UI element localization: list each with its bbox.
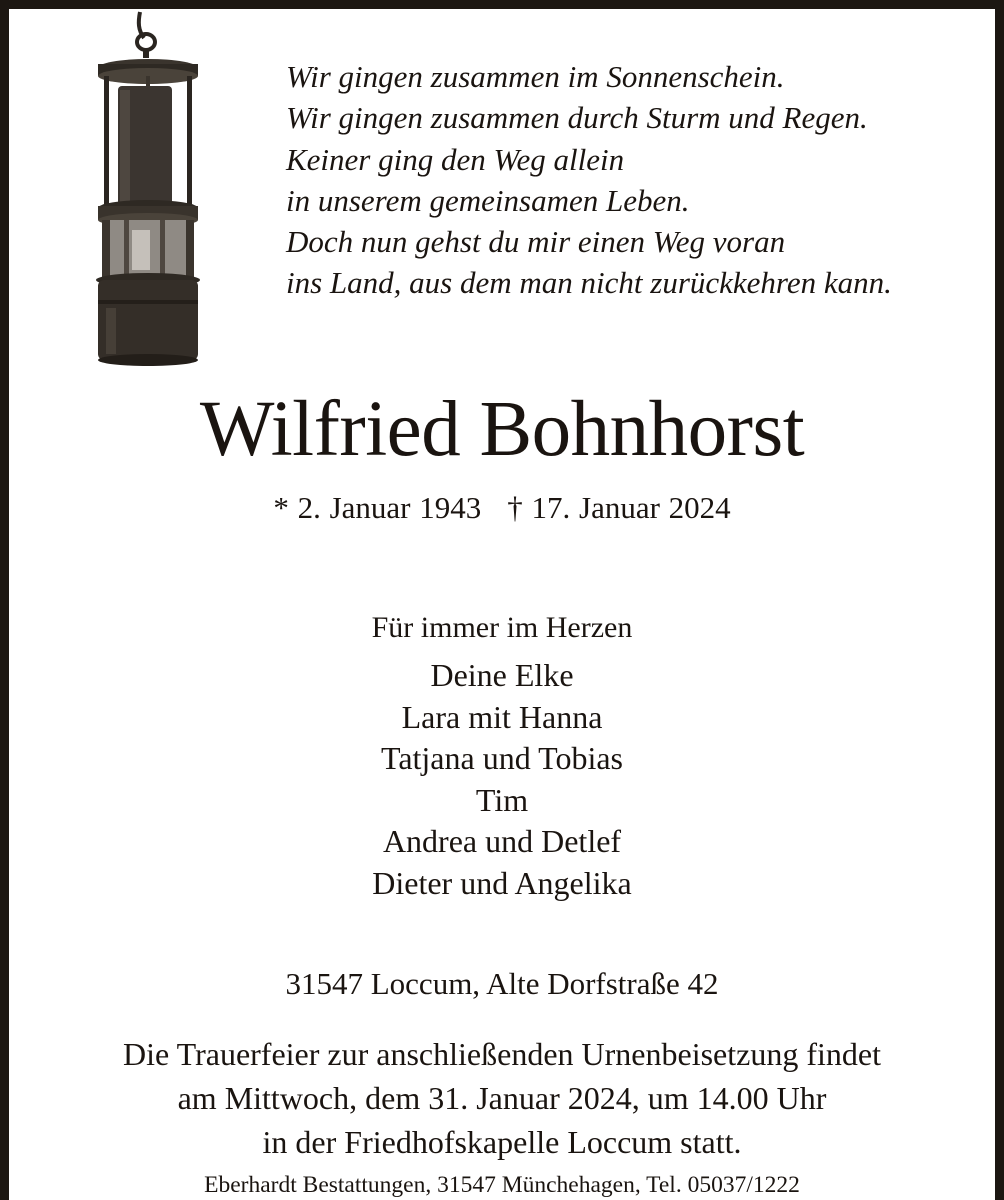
ceremony-line: in der Friedhofskapelle Loccum statt.: [262, 1124, 742, 1160]
mourner-entry: Tatjana und Tobias: [381, 740, 623, 776]
mourners-list: [0, 655, 1004, 904]
family-address: 31547 Loccum, Alte Dorfstraße 42: [285, 966, 719, 1001]
ceremony-notice: [0, 1032, 1004, 1164]
memorial-poem: [286, 56, 976, 304]
tribute-line: Für immer im Herzen: [371, 611, 633, 644]
mourner-entry: Dieter und Angelika: [372, 864, 632, 901]
deceased-name: Wilfried Bohnhorst: [199, 386, 805, 473]
poem-line: Doch nun gehst du mir einen Weg voran: [286, 224, 786, 260]
poem-line: Keiner ging den Weg allein: [286, 141, 625, 177]
mourner-entry: Deine Elke: [430, 657, 574, 693]
mourner-entry: Andrea und Detlef: [382, 823, 622, 859]
funeral-home-footer: Eberhardt Bestattungen, 31547 Münchehagen, Tel. 05037/1222: [204, 1172, 800, 1198]
birth-date: * 2. Januar 1943: [273, 490, 482, 525]
mourner-entry: Tim: [475, 781, 529, 818]
poem-line: ins Land, aus dem man nicht zurückkehren kann.: [286, 265, 892, 301]
death-date: † 17. Januar 2024: [507, 490, 731, 525]
poem-line: in unserem gemeinsamen Leben.: [286, 182, 690, 218]
miners-lamp-icon: [88, 8, 208, 370]
ceremony-line: am Mittwoch, dem 31. Januar 2024, um 14.00 Uhr: [177, 1080, 827, 1116]
ceremony-line: Die Trauerfeier zur anschließenden Urnenbeisetzung findet: [123, 1036, 881, 1072]
poem-line: Wir gingen zusammen im Sonnenschein.: [286, 59, 785, 94]
mourner-entry: Lara mit Hanna: [401, 698, 603, 735]
life-dates: [0, 488, 1004, 528]
poem-line: Wir gingen zusammen durch Sturm und Regen.: [286, 100, 868, 136]
